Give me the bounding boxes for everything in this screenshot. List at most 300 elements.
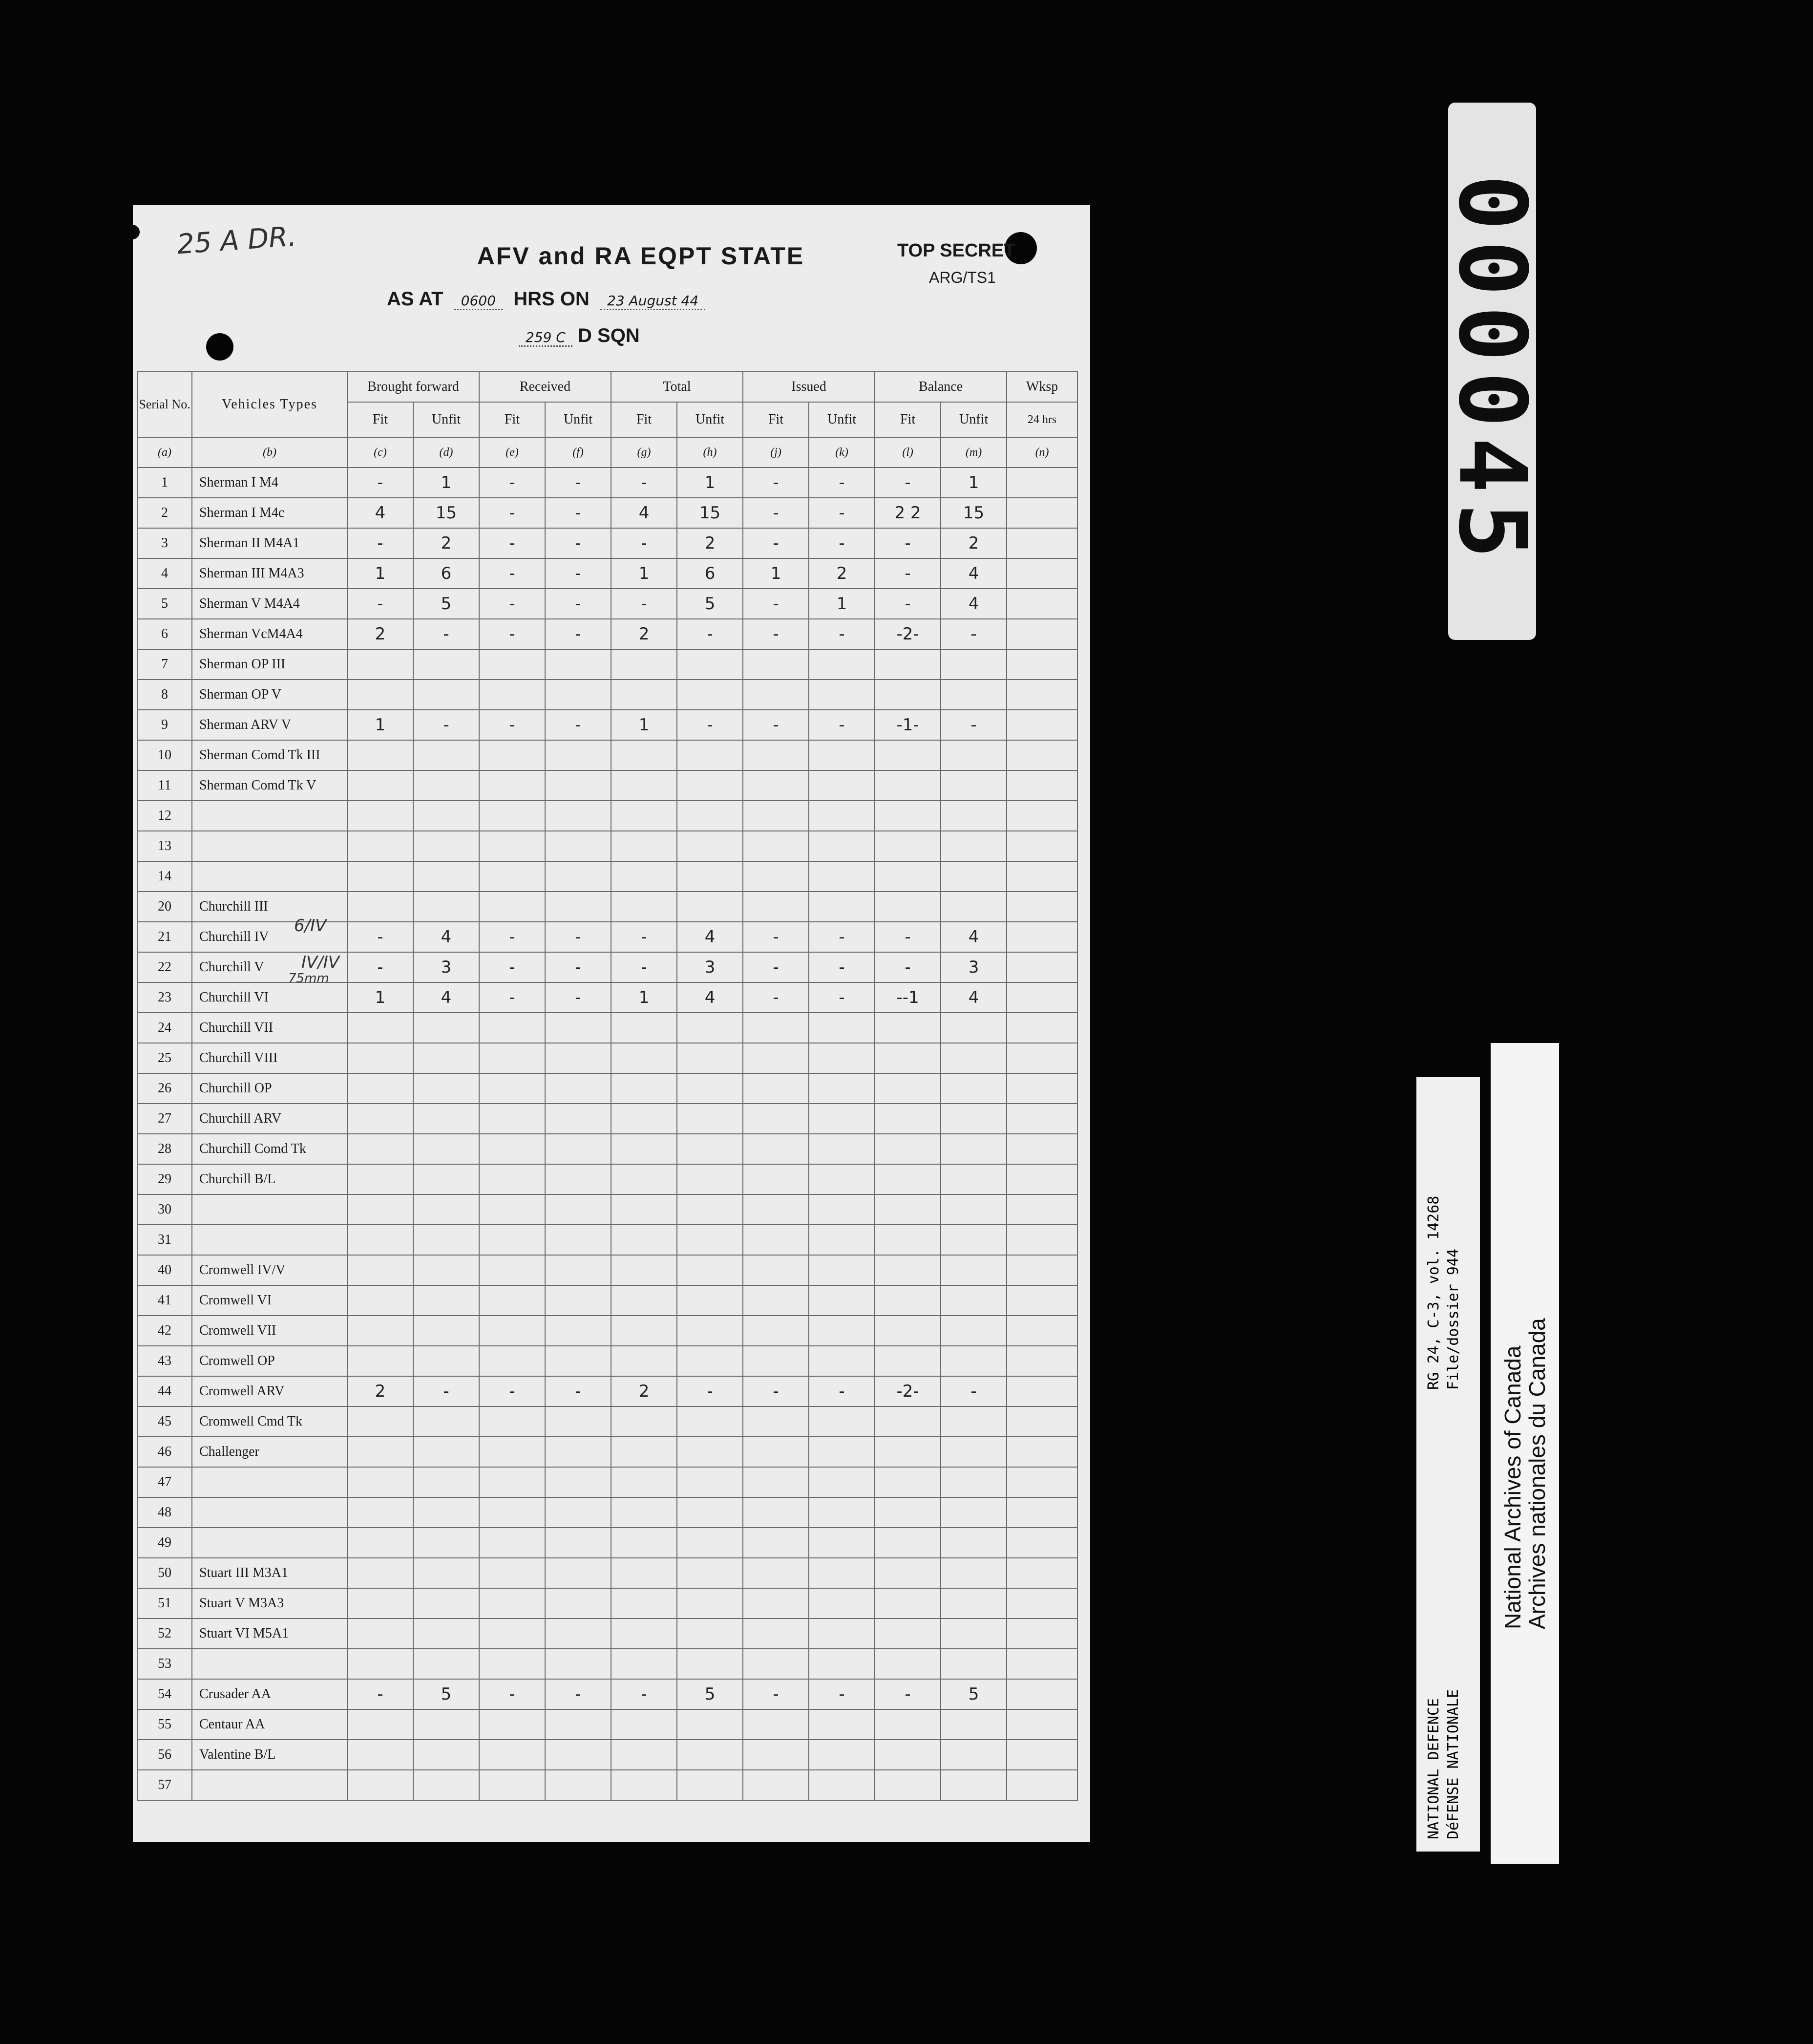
count-cell: 4 — [413, 922, 479, 952]
count-cell — [875, 1467, 941, 1497]
table-row — [137, 982, 1077, 1013]
count-cell — [875, 1406, 941, 1437]
count-cell — [545, 680, 611, 710]
count-cell: - — [479, 528, 545, 558]
count-cell: - — [545, 710, 611, 740]
count-cell — [743, 1528, 809, 1558]
count-cell — [677, 1437, 743, 1467]
table-row — [137, 1437, 1077, 1467]
column-letter: (j) — [743, 437, 809, 468]
unfit-header: Unfit — [677, 402, 743, 437]
count-cell — [479, 1406, 545, 1437]
count-cell — [1007, 1528, 1077, 1558]
count-cell — [347, 1285, 413, 1316]
count-cell — [347, 1134, 413, 1164]
count-cell — [1007, 528, 1077, 558]
frame-number-strip — [1438, 103, 1546, 640]
count-cell — [545, 892, 611, 922]
count-cell — [941, 1225, 1007, 1255]
table-row — [137, 649, 1077, 680]
serial-number: 11 — [137, 770, 192, 801]
count-cell — [479, 801, 545, 831]
count-cell — [1007, 1406, 1077, 1437]
count-cell — [1007, 740, 1077, 770]
as-at-label: AS AT — [387, 288, 443, 310]
table-row — [137, 558, 1077, 589]
serial-number: 47 — [137, 1467, 192, 1497]
count-cell — [1007, 1588, 1077, 1618]
vehicle-type: Churchill VIII — [192, 1043, 347, 1073]
serial-number: 20 — [137, 892, 192, 922]
count-cell: - — [809, 619, 875, 649]
count-cell — [479, 740, 545, 770]
count-cell — [809, 1346, 875, 1376]
count-cell: - — [743, 952, 809, 982]
count-cell — [413, 770, 479, 801]
wksp-sub-header: 24 hrs — [1007, 402, 1077, 437]
count-cell — [941, 1770, 1007, 1800]
count-cell — [809, 1649, 875, 1679]
table-row — [137, 861, 1077, 892]
count-cell — [479, 892, 545, 922]
count-cell — [611, 1255, 677, 1285]
count-cell — [347, 1255, 413, 1285]
serial-number: 7 — [137, 649, 192, 680]
serial-number: 24 — [137, 1013, 192, 1043]
count-cell: - — [479, 982, 545, 1013]
count-cell — [743, 1649, 809, 1679]
count-cell — [875, 1043, 941, 1073]
count-cell — [545, 1164, 611, 1194]
count-cell — [611, 1225, 677, 1255]
count-cell — [743, 1104, 809, 1134]
count-cell — [413, 1770, 479, 1800]
count-cell — [611, 1134, 677, 1164]
count-cell: - — [479, 1679, 545, 1709]
count-cell — [743, 1225, 809, 1255]
count-cell — [875, 1588, 941, 1618]
table-row — [137, 1649, 1077, 1679]
count-cell: - — [743, 922, 809, 952]
count-cell — [809, 1558, 875, 1588]
serial-number: 9 — [137, 710, 192, 740]
count-cell — [479, 1618, 545, 1649]
count-cell — [545, 1225, 611, 1255]
unfit-header: Unfit — [809, 402, 875, 437]
unit-suffix: D SQN — [578, 325, 640, 346]
count-cell — [347, 1346, 413, 1376]
handwritten-annotation: 75mm — [288, 971, 329, 986]
count-cell — [1007, 1437, 1077, 1467]
serial-number: 42 — [137, 1316, 192, 1346]
count-cell: 2 — [677, 528, 743, 558]
count-cell — [479, 861, 545, 892]
serial-number: 3 — [137, 528, 192, 558]
count-cell — [1007, 1194, 1077, 1225]
count-cell — [347, 1497, 413, 1528]
count-cell: - — [545, 1376, 611, 1406]
count-cell — [677, 1649, 743, 1679]
count-cell — [677, 1618, 743, 1649]
count-cell: 2 — [941, 528, 1007, 558]
count-cell — [611, 1285, 677, 1316]
vehicle-type: Valentine B/L — [192, 1740, 347, 1770]
count-cell — [743, 801, 809, 831]
count-cell — [413, 1104, 479, 1134]
count-cell — [1007, 1104, 1077, 1134]
hrs-on-label: HRS ON — [513, 288, 590, 310]
count-cell — [611, 1437, 677, 1467]
group-header: Balance — [875, 372, 1007, 402]
count-cell — [743, 1558, 809, 1588]
count-cell: 2 — [347, 1376, 413, 1406]
count-cell: - — [611, 922, 677, 952]
vehicle-type: Challenger — [192, 1437, 347, 1467]
count-cell — [1007, 1740, 1077, 1770]
serial-number: 44 — [137, 1376, 192, 1406]
count-cell — [347, 680, 413, 710]
count-cell — [1007, 831, 1077, 861]
column-letter: (g) — [611, 437, 677, 468]
count-cell — [347, 1316, 413, 1346]
serial-number: 53 — [137, 1649, 192, 1679]
count-cell: 4 — [941, 922, 1007, 952]
vehicle-type — [192, 1497, 347, 1528]
handwritten-annotation: 6/IV — [294, 916, 327, 936]
count-cell — [479, 1255, 545, 1285]
count-cell — [875, 1497, 941, 1528]
count-cell — [677, 1497, 743, 1528]
count-cell: 1 — [611, 982, 677, 1013]
count-cell: 4 — [347, 498, 413, 528]
count-cell — [875, 1255, 941, 1285]
table-row — [137, 831, 1077, 861]
table-row — [137, 1770, 1077, 1800]
count-cell — [677, 770, 743, 801]
count-cell: 5 — [677, 1679, 743, 1709]
count-cell: 5 — [413, 1679, 479, 1709]
table-row — [137, 1073, 1077, 1104]
count-cell — [413, 1134, 479, 1164]
count-cell — [743, 1043, 809, 1073]
count-cell — [677, 649, 743, 680]
count-cell — [479, 1316, 545, 1346]
count-cell — [743, 1194, 809, 1225]
count-cell — [347, 831, 413, 861]
count-cell — [413, 861, 479, 892]
count-cell: - — [479, 498, 545, 528]
serial-number: 31 — [137, 1225, 192, 1255]
count-cell — [941, 1528, 1007, 1558]
count-cell — [611, 1316, 677, 1346]
table-row — [137, 589, 1077, 619]
serial-number: 43 — [137, 1346, 192, 1376]
count-cell — [941, 770, 1007, 801]
count-cell — [941, 1709, 1007, 1740]
count-cell — [743, 1134, 809, 1164]
count-cell: - — [347, 1679, 413, 1709]
count-cell — [941, 1649, 1007, 1679]
handwritten-annotation: IV/IV — [301, 953, 340, 972]
count-cell — [875, 1073, 941, 1104]
count-cell — [413, 1649, 479, 1679]
handwritten-unit: 25 A DR. — [176, 220, 297, 261]
count-cell — [611, 1194, 677, 1225]
serial-number: 28 — [137, 1134, 192, 1164]
date-value: 23 August 44 — [600, 293, 705, 310]
count-cell — [677, 1528, 743, 1558]
count-cell — [1007, 982, 1077, 1013]
vehicle-type: Sherman Comd Tk V — [192, 770, 347, 801]
count-cell — [545, 1528, 611, 1558]
count-cell — [545, 1558, 611, 1588]
count-cell — [1007, 1164, 1077, 1194]
count-cell: 1 — [413, 468, 479, 498]
count-cell — [677, 1467, 743, 1497]
count-cell — [941, 831, 1007, 861]
count-cell — [611, 892, 677, 922]
count-cell — [1007, 1709, 1077, 1740]
serial-header: Serial No. — [137, 372, 192, 437]
count-cell: 2 — [611, 619, 677, 649]
count-cell — [1007, 1467, 1077, 1497]
vehicle-type — [192, 1225, 347, 1255]
count-cell — [479, 1346, 545, 1376]
count-cell — [545, 1285, 611, 1316]
count-cell — [347, 1467, 413, 1497]
vehicle-type — [192, 1649, 347, 1679]
table-row — [137, 1679, 1077, 1709]
count-cell — [941, 1406, 1007, 1437]
count-cell: - — [677, 619, 743, 649]
count-cell — [941, 892, 1007, 922]
column-letter: (n) — [1007, 437, 1077, 468]
count-cell: 1 — [611, 710, 677, 740]
vehicle-type: Sherman III M4A3 — [192, 558, 347, 589]
count-cell — [875, 801, 941, 831]
vehicle-type: Cromwell VII — [192, 1316, 347, 1346]
count-cell — [479, 1558, 545, 1588]
table-row — [137, 1104, 1077, 1134]
serial-number: 57 — [137, 1770, 192, 1800]
count-cell — [875, 1740, 941, 1770]
count-cell: - — [809, 952, 875, 982]
count-cell — [809, 801, 875, 831]
count-cell — [1007, 892, 1077, 922]
count-cell — [413, 1285, 479, 1316]
table-row — [137, 1709, 1077, 1740]
count-cell: - — [677, 1376, 743, 1406]
count-cell — [875, 680, 941, 710]
count-cell: - — [743, 1679, 809, 1709]
count-cell: - — [743, 1376, 809, 1406]
vehicle-type: Stuart VI M5A1 — [192, 1618, 347, 1649]
count-cell — [1007, 1225, 1077, 1255]
count-cell — [413, 1497, 479, 1528]
count-cell: - — [479, 952, 545, 982]
count-cell — [743, 1164, 809, 1194]
count-cell — [479, 1467, 545, 1497]
classification-stamp: TOP SECRET — [897, 240, 1015, 261]
count-cell — [1007, 558, 1077, 589]
count-cell — [677, 1043, 743, 1073]
count-cell — [479, 1225, 545, 1255]
fit-header: Fit — [743, 402, 809, 437]
count-cell — [743, 1588, 809, 1618]
count-cell — [611, 649, 677, 680]
count-cell — [875, 770, 941, 801]
count-cell — [479, 831, 545, 861]
count-cell — [809, 1528, 875, 1558]
count-cell: 3 — [677, 952, 743, 982]
count-cell — [611, 1770, 677, 1800]
count-cell — [875, 1346, 941, 1376]
serial-number: 14 — [137, 861, 192, 892]
count-cell — [611, 1709, 677, 1740]
count-cell — [545, 1255, 611, 1285]
count-cell — [941, 1164, 1007, 1194]
count-cell: - — [809, 528, 875, 558]
frame-number: 000045 — [1438, 174, 1546, 569]
vehicle-type: Cromwell IV/V — [192, 1255, 347, 1285]
count-cell — [809, 1770, 875, 1800]
count-cell — [677, 1346, 743, 1376]
count-cell — [611, 740, 677, 770]
count-cell — [809, 740, 875, 770]
count-cell — [677, 1134, 743, 1164]
count-cell — [545, 1104, 611, 1134]
count-cell — [809, 1497, 875, 1528]
vehicle-type — [192, 1528, 347, 1558]
table-row — [137, 1316, 1077, 1346]
count-cell — [743, 1467, 809, 1497]
count-cell — [875, 892, 941, 922]
count-cell: 1 — [941, 468, 1007, 498]
count-cell: 4 — [677, 922, 743, 952]
as-at-line — [387, 288, 705, 310]
count-cell: 2 — [809, 558, 875, 589]
count-cell: - — [875, 468, 941, 498]
count-cell: 2 — [611, 1376, 677, 1406]
serial-number: 50 — [137, 1558, 192, 1588]
serial-number: 56 — [137, 1740, 192, 1770]
count-cell: 6 — [677, 558, 743, 589]
count-cell — [545, 1346, 611, 1376]
count-cell — [743, 861, 809, 892]
count-cell — [413, 801, 479, 831]
serial-number: 23 — [137, 982, 192, 1013]
vehicle-type: Cromwell Cmd Tk — [192, 1406, 347, 1437]
count-cell — [743, 1709, 809, 1740]
table-row — [137, 1406, 1077, 1437]
count-cell — [611, 1740, 677, 1770]
count-cell: 1 — [347, 558, 413, 589]
group-header: Received — [479, 372, 611, 402]
vehicle-type — [192, 1194, 347, 1225]
count-cell — [677, 1225, 743, 1255]
count-cell — [875, 1770, 941, 1800]
count-cell — [941, 1073, 1007, 1104]
count-cell — [941, 1437, 1007, 1467]
count-cell: 1 — [743, 558, 809, 589]
count-cell — [941, 1497, 1007, 1528]
vehicle-type: Centaur AA — [192, 1709, 347, 1740]
count-cell — [347, 1194, 413, 1225]
vehicle-type: Cromwell OP — [192, 1346, 347, 1376]
count-cell — [1007, 861, 1077, 892]
table-row — [137, 1194, 1077, 1225]
count-cell — [1007, 468, 1077, 498]
column-letter: (k) — [809, 437, 875, 468]
count-cell — [941, 1588, 1007, 1618]
count-cell: - — [809, 982, 875, 1013]
count-cell — [347, 1558, 413, 1588]
count-cell — [479, 1528, 545, 1558]
count-cell: 3 — [413, 952, 479, 982]
table-row — [137, 1134, 1077, 1164]
count-cell: - — [545, 558, 611, 589]
count-cell — [1007, 1043, 1077, 1073]
count-cell — [1007, 1255, 1077, 1285]
serial-number: 22 — [137, 952, 192, 982]
count-cell — [611, 1104, 677, 1134]
archive-name-fr: Archives nationales du Canada — [1524, 1318, 1550, 1629]
count-cell — [611, 1588, 677, 1618]
serial-number: 21 — [137, 922, 192, 952]
serial-number: 8 — [137, 680, 192, 710]
vehicle-type — [192, 801, 347, 831]
vehicle-type: Stuart III M3A1 — [192, 1558, 347, 1588]
count-cell — [545, 831, 611, 861]
count-cell — [479, 1134, 545, 1164]
count-cell — [941, 1618, 1007, 1649]
count-cell: - — [941, 1376, 1007, 1406]
count-cell: - — [479, 558, 545, 589]
count-cell — [545, 1013, 611, 1043]
count-cell: - — [941, 619, 1007, 649]
count-cell: 6 — [413, 558, 479, 589]
table-row — [137, 1164, 1077, 1194]
count-cell — [479, 1709, 545, 1740]
count-cell: - — [413, 710, 479, 740]
count-cell: - — [545, 468, 611, 498]
count-cell — [875, 1437, 941, 1467]
table-row — [137, 528, 1077, 558]
count-cell — [545, 1770, 611, 1800]
column-letter: (h) — [677, 437, 743, 468]
count-cell: -2- — [875, 619, 941, 649]
count-cell — [479, 1497, 545, 1528]
count-cell — [809, 1316, 875, 1346]
serial-number: 5 — [137, 589, 192, 619]
column-letter: (m) — [941, 437, 1007, 468]
vehicle-type — [192, 1467, 347, 1497]
serial-number: 6 — [137, 619, 192, 649]
vehicle-type: Churchill III — [192, 892, 347, 922]
count-cell — [413, 1346, 479, 1376]
count-cell — [413, 1558, 479, 1588]
count-cell — [611, 1528, 677, 1558]
count-cell — [611, 1043, 677, 1073]
vehicle-type: Churchill VI — [192, 982, 347, 1013]
count-cell — [677, 1558, 743, 1588]
count-cell — [875, 1316, 941, 1346]
table-row — [137, 1588, 1077, 1618]
column-letter: (f) — [545, 437, 611, 468]
count-cell — [743, 892, 809, 922]
count-cell — [743, 831, 809, 861]
count-cell — [743, 1073, 809, 1104]
